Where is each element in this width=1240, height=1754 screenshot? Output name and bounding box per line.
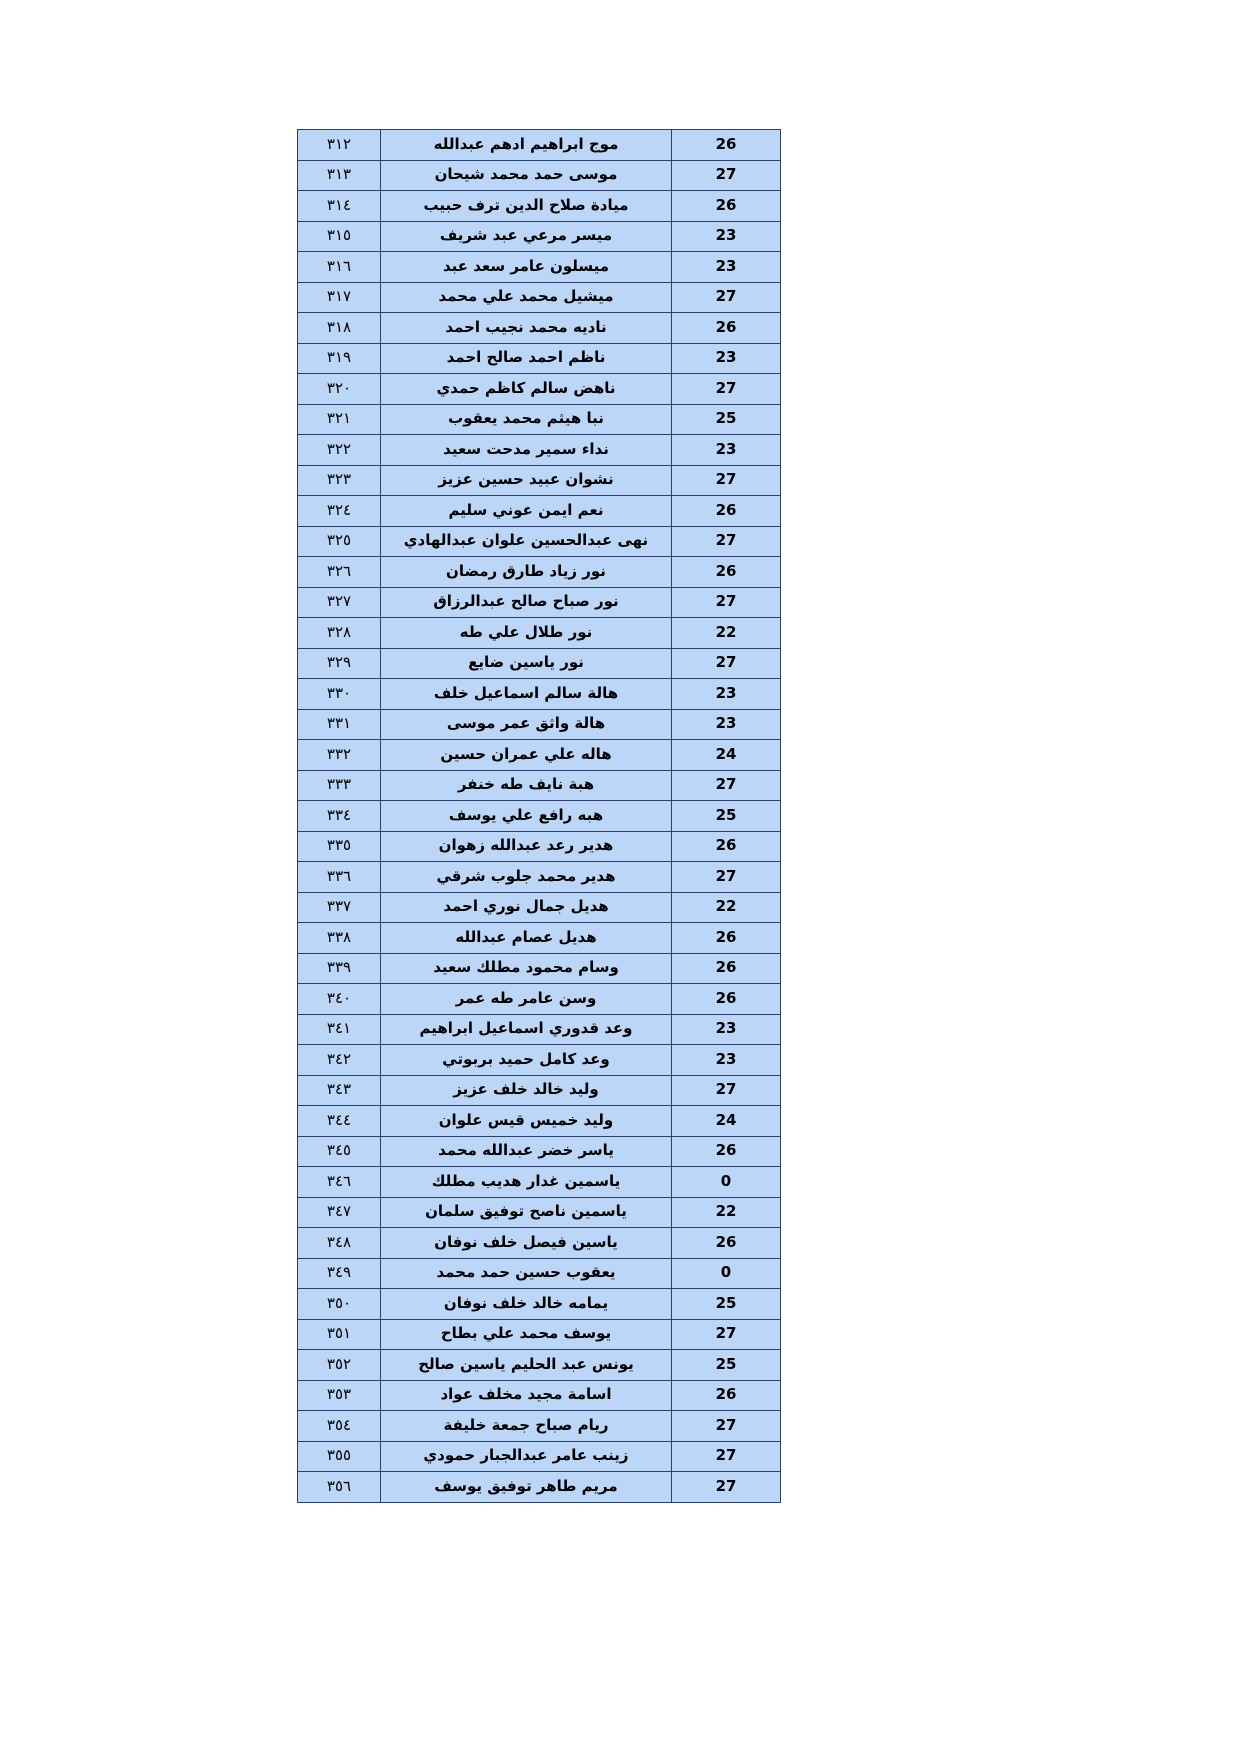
cell-name: ياسين فيصل خلف نوفان (381, 1228, 672, 1259)
table-row (298, 435, 781, 466)
cell-index: ٣٢٧ (298, 587, 381, 618)
cell-score: 26 (672, 191, 781, 222)
cell-name: وسن عامر طه عمر (381, 984, 672, 1015)
table-row (298, 1197, 781, 1228)
table-row (298, 282, 781, 313)
table-row (298, 1106, 781, 1137)
cell-name: ناديه محمد نجيب احمد (381, 313, 672, 344)
table-row (298, 130, 781, 161)
cell-name: نهى عبدالحسين علوان عبدالهادي (381, 526, 672, 557)
table-row (298, 618, 781, 649)
cell-name: هاله علي عمران حسين (381, 740, 672, 771)
cell-name: ميشيل محمد علي محمد (381, 282, 672, 313)
cell-index: ٣١٤ (298, 191, 381, 222)
table-row (298, 465, 781, 496)
cell-score: 27 (672, 770, 781, 801)
cell-index: ٣٤٦ (298, 1167, 381, 1198)
cell-score: 26 (672, 984, 781, 1015)
cell-name: يوسف محمد علي بطاح (381, 1319, 672, 1350)
cell-score: 27 (672, 1319, 781, 1350)
cell-name: هدير محمد جلوب شرقي (381, 862, 672, 893)
table-row (298, 1045, 781, 1076)
table-row (298, 648, 781, 679)
cell-index: ٣٣٧ (298, 892, 381, 923)
cell-index: ٣٣٦ (298, 862, 381, 893)
cell-index: ٣٢٤ (298, 496, 381, 527)
cell-score: 23 (672, 252, 781, 283)
cell-index: ٣٥٠ (298, 1289, 381, 1320)
cell-index: ٣١٦ (298, 252, 381, 283)
cell-score: 22 (672, 1197, 781, 1228)
cell-index: ٣٣٨ (298, 923, 381, 954)
cell-name: نور ياسين ضايع (381, 648, 672, 679)
table-row (298, 740, 781, 771)
cell-index: ٣٣٣ (298, 770, 381, 801)
table-row (298, 923, 781, 954)
cell-index: ٣٤٥ (298, 1136, 381, 1167)
cell-index: ٣٣٢ (298, 740, 381, 771)
cell-score: 23 (672, 343, 781, 374)
table-row (298, 374, 781, 405)
cell-name: نعم ايمن عوني سليم (381, 496, 672, 527)
cell-index: ٣٤٢ (298, 1045, 381, 1076)
cell-index: ٣٢٣ (298, 465, 381, 496)
cell-name: نور زياد طارق رمضان (381, 557, 672, 588)
cell-name: نشوان عبيد حسين عزيز (381, 465, 672, 496)
cell-score: 26 (672, 831, 781, 862)
cell-score: 26 (672, 1380, 781, 1411)
cell-name: وعد كامل حميد بربوتي (381, 1045, 672, 1076)
table-row (298, 1472, 781, 1503)
table-row (298, 160, 781, 191)
cell-score: 23 (672, 1014, 781, 1045)
cell-score: 0 (672, 1167, 781, 1198)
roster-table-container (325, 129, 781, 1503)
cell-name: ميسلون عامر سعد عبد (381, 252, 672, 283)
cell-name: هالة واثق عمر موسى (381, 709, 672, 740)
cell-index: ٣١٥ (298, 221, 381, 252)
cell-index: ٣٤٧ (298, 1197, 381, 1228)
cell-index: ٣٥٢ (298, 1350, 381, 1381)
cell-index: ٣٤١ (298, 1014, 381, 1045)
table-row (298, 343, 781, 374)
cell-name: نداء سمير مدحت سعيد (381, 435, 672, 466)
table-row (298, 587, 781, 618)
cell-score: 25 (672, 801, 781, 832)
cell-score: 27 (672, 1441, 781, 1472)
table-row (298, 679, 781, 710)
cell-score: 23 (672, 679, 781, 710)
cell-name: اسامة مجيد مخلف عواد (381, 1380, 672, 1411)
table-row (298, 221, 781, 252)
table-row (298, 831, 781, 862)
cell-index: ٣٥٣ (298, 1380, 381, 1411)
cell-index: ٣١٧ (298, 282, 381, 313)
cell-score: 26 (672, 496, 781, 527)
cell-index: ٣٢٢ (298, 435, 381, 466)
table-row (298, 1289, 781, 1320)
cell-score: 27 (672, 862, 781, 893)
table-row (298, 1441, 781, 1472)
cell-index: ٣١٨ (298, 313, 381, 344)
cell-name: هبه رافع علي يوسف (381, 801, 672, 832)
table-row (298, 404, 781, 435)
table-row (298, 1167, 781, 1198)
table-row (298, 1350, 781, 1381)
table-row (298, 1075, 781, 1106)
cell-index: ٣٥٤ (298, 1411, 381, 1442)
cell-name: ناهض سالم كاظم حمدي (381, 374, 672, 405)
cell-score: 22 (672, 892, 781, 923)
cell-score: 27 (672, 160, 781, 191)
table-row (298, 709, 781, 740)
cell-index: ٣٢١ (298, 404, 381, 435)
cell-name: هدير رعد عبدالله زهوان (381, 831, 672, 862)
cell-score: 27 (672, 1075, 781, 1106)
cell-index: ٣٤٨ (298, 1228, 381, 1259)
cell-index: ٣٥٦ (298, 1472, 381, 1503)
cell-name: يونس عبد الحليم ياسين صالح (381, 1350, 672, 1381)
table-row (298, 1228, 781, 1259)
table-row (298, 892, 781, 923)
cell-score: 23 (672, 221, 781, 252)
cell-index: ٣٤٠ (298, 984, 381, 1015)
cell-index: ٣٤٣ (298, 1075, 381, 1106)
cell-score: 26 (672, 557, 781, 588)
cell-index: ٣٢٥ (298, 526, 381, 557)
cell-name: يعقوب حسين حمد محمد (381, 1258, 672, 1289)
roster-table-body (298, 130, 781, 1503)
cell-index: ٣٥٥ (298, 1441, 381, 1472)
cell-name: موسى حمد محمد شيحان (381, 160, 672, 191)
table-row (298, 191, 781, 222)
cell-index: ٣٢٠ (298, 374, 381, 405)
table-row (298, 862, 781, 893)
cell-name: مريم طاهر توفيق يوسف (381, 1472, 672, 1503)
table-row (298, 1380, 781, 1411)
table-row (298, 252, 781, 283)
cell-name: ياسمين غدار هديب مطلك (381, 1167, 672, 1198)
table-row (298, 1136, 781, 1167)
cell-score: 26 (672, 130, 781, 161)
table-row (298, 953, 781, 984)
cell-score: 25 (672, 1350, 781, 1381)
cell-score: 23 (672, 1045, 781, 1076)
table-row (298, 984, 781, 1015)
cell-score: 27 (672, 374, 781, 405)
cell-index: ٣١٣ (298, 160, 381, 191)
table-row (298, 496, 781, 527)
cell-index: ٣٣٩ (298, 953, 381, 984)
cell-name: نبا هيثم محمد يعقوب (381, 404, 672, 435)
cell-score: 24 (672, 740, 781, 771)
cell-score: 27 (672, 1472, 781, 1503)
cell-index: ٣٤٩ (298, 1258, 381, 1289)
roster-table (297, 129, 781, 1503)
cell-score: 26 (672, 953, 781, 984)
cell-score: 22 (672, 618, 781, 649)
cell-index: ٣١٩ (298, 343, 381, 374)
cell-score: 23 (672, 709, 781, 740)
cell-index: ٣٢٦ (298, 557, 381, 588)
cell-name: ياسر خضر عبدالله محمد (381, 1136, 672, 1167)
cell-score: 26 (672, 923, 781, 954)
cell-score: 27 (672, 1411, 781, 1442)
cell-score: 27 (672, 465, 781, 496)
cell-score: 27 (672, 587, 781, 618)
cell-name: وسام محمود مطلك سعيد (381, 953, 672, 984)
cell-name: ميسر مرعي عبد شريف (381, 221, 672, 252)
cell-name: ميادة صلاح الدين ترف حبيب (381, 191, 672, 222)
cell-index: ٣٢٨ (298, 618, 381, 649)
table-row (298, 313, 781, 344)
cell-score: 27 (672, 526, 781, 557)
cell-name: وليد خالد خلف عزيز (381, 1075, 672, 1106)
cell-score: 26 (672, 1136, 781, 1167)
cell-name: وليد خميس قيس علوان (381, 1106, 672, 1137)
cell-score: 0 (672, 1258, 781, 1289)
cell-score: 24 (672, 1106, 781, 1137)
table-row (298, 1014, 781, 1045)
cell-name: ريام صباح جمعة خليفة (381, 1411, 672, 1442)
cell-name: هبة نايف طه خنفر (381, 770, 672, 801)
cell-name: زينب عامر عبدالجبار حمودي (381, 1441, 672, 1472)
cell-score: 27 (672, 648, 781, 679)
table-row (298, 526, 781, 557)
table-row (298, 1319, 781, 1350)
cell-score: 25 (672, 404, 781, 435)
cell-name: وعد قدوري اسماعيل ابراهيم (381, 1014, 672, 1045)
cell-score: 23 (672, 435, 781, 466)
cell-name: هديل جمال نوري احمد (381, 892, 672, 923)
table-row (298, 1411, 781, 1442)
cell-name: هديل عصام عبدالله (381, 923, 672, 954)
table-row (298, 801, 781, 832)
cell-index: ٣٣٥ (298, 831, 381, 862)
cell-name: هالة سالم اسماعيل خلف (381, 679, 672, 710)
cell-score: 26 (672, 1228, 781, 1259)
cell-index: ٣٣٠ (298, 679, 381, 710)
cell-name: ناظم احمد صالح احمد (381, 343, 672, 374)
table-row (298, 770, 781, 801)
cell-index: ٣٣١ (298, 709, 381, 740)
cell-name: موج ابراهيم ادهم عبدالله (381, 130, 672, 161)
cell-index: ٣٥١ (298, 1319, 381, 1350)
cell-index: ٣٤٤ (298, 1106, 381, 1137)
cell-index: ٣١٢ (298, 130, 381, 161)
cell-name: يمامه خالد خلف نوفان (381, 1289, 672, 1320)
table-row (298, 1258, 781, 1289)
cell-name: ياسمين ناصح توفيق سلمان (381, 1197, 672, 1228)
cell-name: نور صباح صالح عبدالرزاق (381, 587, 672, 618)
table-row (298, 557, 781, 588)
cell-score: 27 (672, 282, 781, 313)
cell-index: ٣٢٩ (298, 648, 381, 679)
cell-name: نور طلال علي طه (381, 618, 672, 649)
cell-score: 25 (672, 1289, 781, 1320)
cell-score: 26 (672, 313, 781, 344)
cell-index: ٣٣٤ (298, 801, 381, 832)
